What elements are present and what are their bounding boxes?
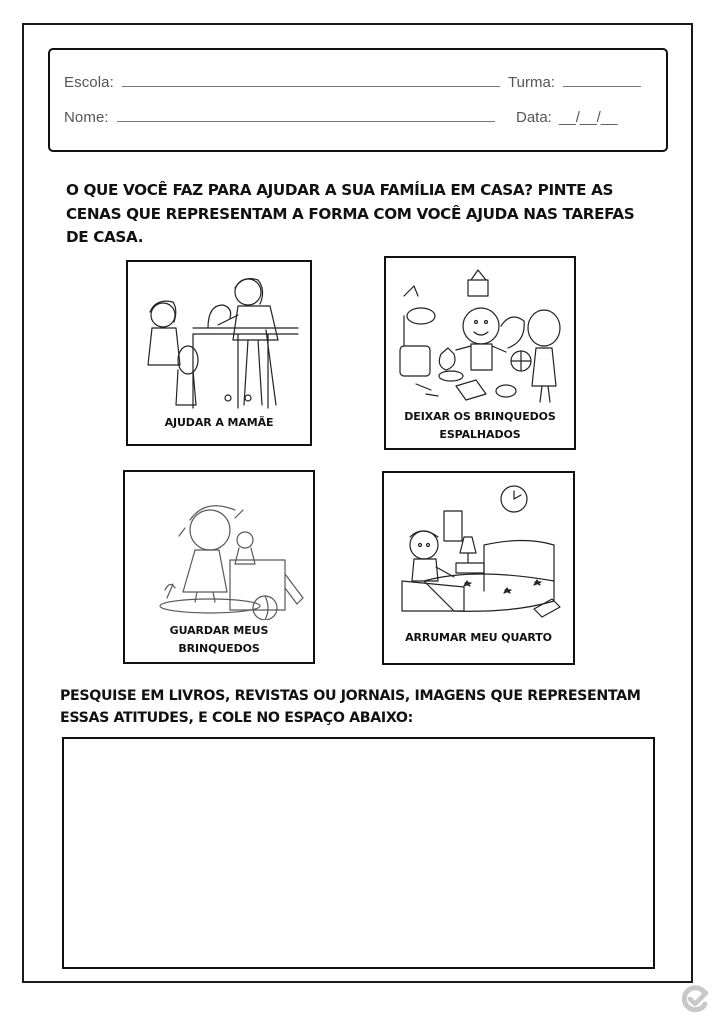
class-label: Turma: <box>508 74 555 91</box>
card-caption: GUARDAR MEUS BRINQUEDOS <box>169 624 269 655</box>
card-caption: ARRUMAR MEU QUARTO <box>405 631 552 644</box>
messy-room-illustration <box>396 266 564 406</box>
school-label: Escola: <box>64 74 114 91</box>
scene-card-store-toys[interactable] <box>123 470 315 664</box>
instruction-question: O QUE VOCÊ FAZ PARA AJUDAR A SUA FAMÍLIA EM CASA? PINTE AS CENAS QUE REPRESENTAM A FORMA COM VOCÊ AJUDA NAS TAREFAS DE CASA. <box>66 181 635 246</box>
mother-child-dishes-illustration <box>138 270 300 410</box>
name-field[interactable] <box>117 121 495 122</box>
paste-images-area[interactable] <box>62 737 655 969</box>
date-field[interactable]: __/__/__ <box>559 109 618 126</box>
student-info-header <box>48 48 668 152</box>
research-instruction: PESQUISE EM LIVROS, REVISTAS OU JORNAIS, IMAGENS QUE REPRESENTAM ESSAS ATITUDES, E COLE NO ESPAÇO ABAIXO: <box>60 688 641 726</box>
school-row <box>64 74 500 91</box>
date-label: Data: <box>516 109 552 126</box>
class-field[interactable] <box>563 86 641 87</box>
girl-storing-toys-illustration <box>135 480 303 620</box>
name-label: Nome: <box>64 109 109 126</box>
class-row <box>508 74 641 91</box>
card-caption: AJUDAR A MAMÃE <box>164 416 274 429</box>
scene-card-help-mom[interactable] <box>126 260 312 446</box>
check-logo-icon <box>680 984 710 1014</box>
boy-making-bed-illustration <box>394 481 563 621</box>
school-field[interactable] <box>122 86 500 87</box>
card-caption: DEIXAR OS BRINQUEDOS ESPALHADOS <box>404 410 556 441</box>
scene-card-messy-toys[interactable] <box>384 256 576 450</box>
date-row <box>516 109 617 126</box>
name-row <box>64 109 495 126</box>
scene-card-tidy-room[interactable] <box>382 471 575 665</box>
